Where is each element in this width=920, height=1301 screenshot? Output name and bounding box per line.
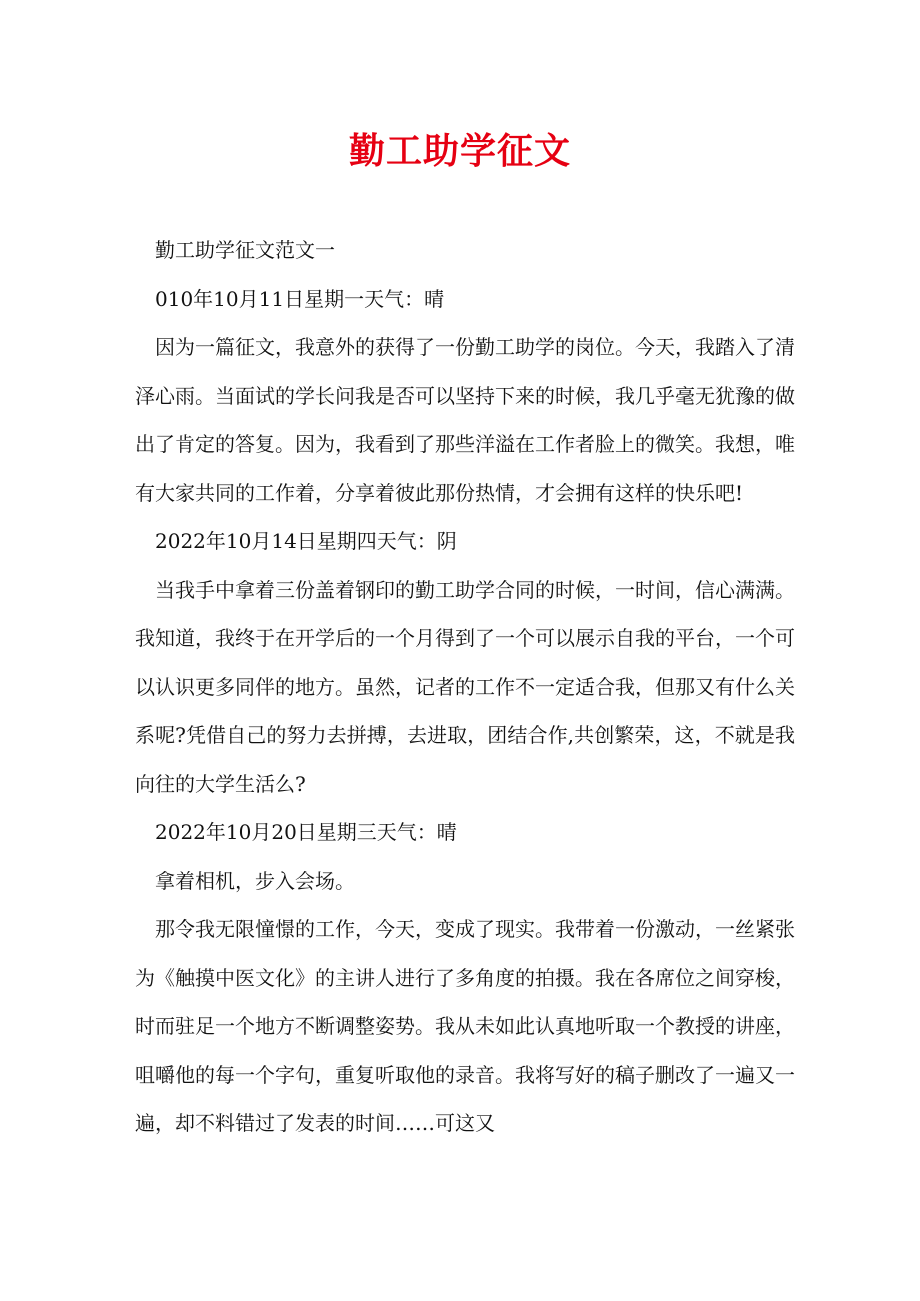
diary-entry-1: 因为一篇征文，我意外的获得了一份勤工助学的岗位。今天，我踏入了清泽心雨。当面试的学长问我是否可以坚持下来的时候，我几乎毫无犹豫的做出了肯定的答复。因为，我看到了那些洋溢在工作者脸上的微笑。我想，唯有大家共同的工作着，分享着彼此那份热情，才会拥有这样的快乐吧! <box>135 335 795 505</box>
document-title: 勤工助学征文 <box>348 131 571 172</box>
diary-date-2: 2022年10月14日星期四天气：阴 <box>155 529 457 553</box>
diary-entry-2: 当我手中拿着三份盖着钢印的勤工助学合同的时候，一时间，信心满满。我知道，我终于在开学后的一个月得到了一个可以展示自我的平台，一个可以认识更多同伴的地方。虽然，记者的工作不一定适合我，但那又有什么关系呢?凭借自己的努力去拼搏，去进取，团结合作,共创繁荣，这，不就是我向往的大学生活么? <box>135 577 795 796</box>
diary-date-1: 010年10月11日星期一天气：晴 <box>155 286 445 311</box>
document-body <box>135 226 795 1148</box>
subtitle-paragraph: 勤工助学征文范文一 <box>155 238 335 262</box>
diary-entry-3b: 那令我无限憧憬的工作，今天，变成了现实。我带着一份激动，一丝紧张为《触摸中医文化》的主讲人进行了多角度的拍摄。我在各席位之间穿梭，时而驻足一个地方不断调整姿势。我从未如此认真地听取一个教授的讲座，咀嚼他的每一个字句，重复听取他的录音。我将写好的稿子删改了一遍又一遍，却不料错过了发表的时间……可这又 <box>135 917 795 1135</box>
diary-date-3: 2022年10月20日星期三天气：晴 <box>155 820 457 844</box>
diary-entry-3a: 拿着相机，步入会场。 <box>155 868 355 893</box>
